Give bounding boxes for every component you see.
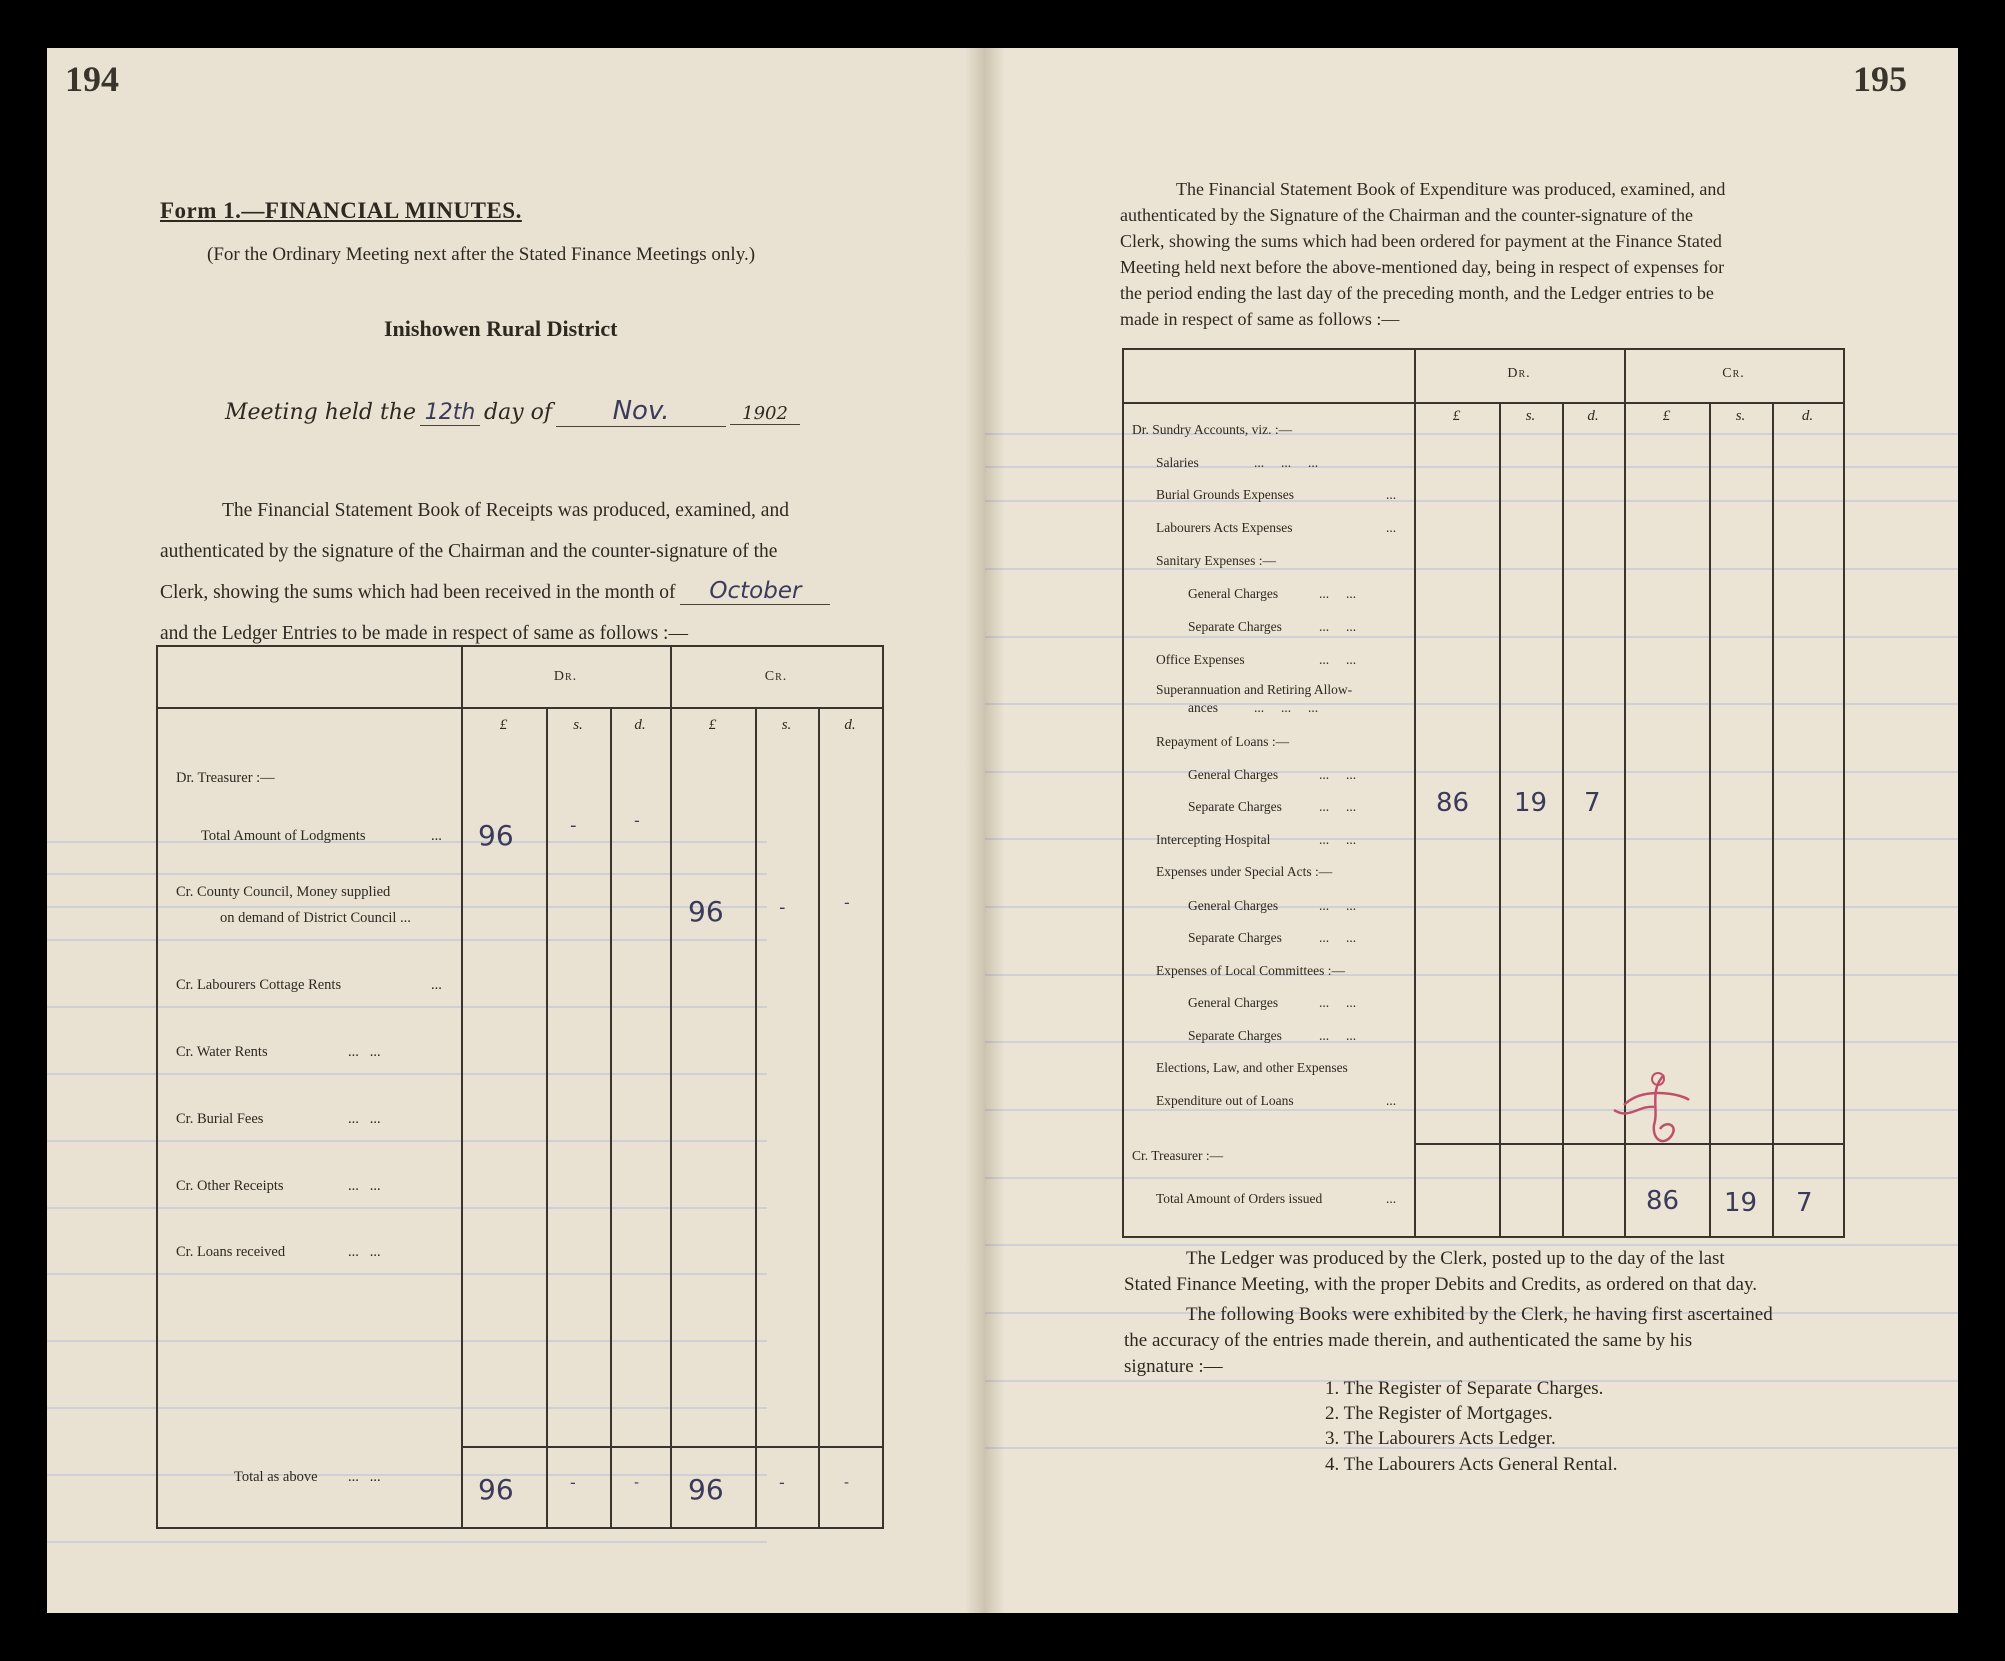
row-label: Intercepting Hospital xyxy=(1156,832,1271,847)
total-cr-pence: - xyxy=(844,1475,850,1491)
row-label: Separate Charges xyxy=(1188,619,1282,634)
right-page xyxy=(985,48,1958,1613)
row-dots: ... ... xyxy=(348,1178,381,1194)
row-label: Separate Charges xyxy=(1188,930,1282,945)
expenditure-table xyxy=(1122,348,1845,1238)
currency-pence: d. xyxy=(844,717,856,733)
intro-line: The Financial Statement Book of Receipts was produced, examined, and xyxy=(222,500,789,521)
currency-pounds: £ xyxy=(499,717,508,733)
dr-shillings-value: 19 xyxy=(1514,788,1548,818)
row-dots: ... ... xyxy=(1319,898,1357,913)
row-label: on demand of District Council ... xyxy=(220,910,411,926)
cr-pounds-value: 86 xyxy=(1646,1186,1680,1216)
row-dots: ... xyxy=(431,828,442,844)
row-dots: ... ... xyxy=(348,1044,381,1060)
ledger-line: Stated Finance Meeting, with the proper Debits and Credits, as ordered on that day. xyxy=(1124,1274,1757,1295)
subtitle: (For the Ordinary Meeting next after the Stated Finance Meetings only.) xyxy=(207,244,756,265)
row-label: General Charges xyxy=(1188,767,1279,782)
intro-line: made in respect of same as follows :— xyxy=(1120,309,1400,329)
row-dots: ... xyxy=(431,977,442,993)
book-list-item: 1. The Register of Separate Charges. xyxy=(1325,1378,1604,1399)
row-dots: ... ... xyxy=(348,1244,381,1260)
total-dr-shillings: - xyxy=(570,1473,576,1492)
dr-header: Dr. xyxy=(553,669,578,684)
intro-line: the period ending the last day of the preceding month, and the Ledger entries to be xyxy=(1120,283,1714,303)
form-title: Form 1.—FINANCIAL MINUTES. xyxy=(160,198,522,223)
meeting-year: 1902 xyxy=(730,403,800,425)
row-label: General Charges xyxy=(1188,898,1279,913)
row-label: Separate Charges xyxy=(1188,1028,1282,1043)
row-dots: ... ... xyxy=(1319,652,1357,667)
intro-line: authenticated by the signature of the Chairman and the counter-signature of the xyxy=(160,541,778,562)
row-label: Cr. Burial Fees xyxy=(176,1111,264,1127)
district-name: Inishowen Rural District xyxy=(384,316,618,341)
cr-pounds-value: 96 xyxy=(688,895,724,928)
currency-pounds: £ xyxy=(708,717,717,733)
row-dots: ... ... xyxy=(1319,930,1357,945)
books-line: signature :— xyxy=(1124,1356,1223,1377)
row-label: General Charges xyxy=(1188,586,1279,601)
intro-month: October xyxy=(680,578,830,605)
cr-shillings-value: - xyxy=(779,897,786,918)
row-label: Dr. Treasurer :— xyxy=(176,770,275,786)
intro-line: and the Ledger Entries to be made in respect of same as follows :— xyxy=(160,623,688,644)
row-dots: ... xyxy=(1386,520,1397,535)
dr-pence-value: - xyxy=(634,811,640,830)
row-label: Total Amount of Orders issued xyxy=(1156,1191,1323,1206)
currency-pence: d. xyxy=(634,717,646,733)
expenditure-intro xyxy=(1120,176,1840,332)
row-label: Total Amount of Lodgments xyxy=(201,828,366,844)
row-dots: ... xyxy=(1386,1191,1397,1206)
currency-pence: d. xyxy=(1587,408,1599,424)
cr-pence-value: 7 xyxy=(1796,1188,1813,1218)
total-dots: ... ... xyxy=(348,1469,381,1485)
dr-pounds-value: 86 xyxy=(1436,788,1470,818)
book-list-item: 4. The Labourers Acts General Rental. xyxy=(1325,1454,1618,1475)
currency-pounds: £ xyxy=(1662,408,1671,424)
row-label: Sanitary Expenses :— xyxy=(1156,553,1276,568)
row-label: Superannuation and Retiring Allow- xyxy=(1156,682,1353,697)
cr-shillings-value: 19 xyxy=(1724,1188,1758,1218)
row-label: Separate Charges xyxy=(1188,799,1282,814)
row-label: Dr. Sundry Accounts, viz. :— xyxy=(1132,422,1293,437)
book-list-item: 3. The Labourers Acts Ledger. xyxy=(1325,1428,1556,1449)
page-number: 195 xyxy=(1853,59,1907,99)
row-label: Salaries xyxy=(1156,455,1199,470)
row-label: Cr. Treasurer :— xyxy=(1132,1148,1224,1163)
total-dr-pounds: 96 xyxy=(478,1473,514,1506)
intro-line: authenticated by the Signature of the Chairman and the counter-signature of the xyxy=(1120,205,1693,225)
row-dots: ... ... xyxy=(1319,619,1357,634)
row-dots: ... xyxy=(1386,487,1397,502)
currency-pence: d. xyxy=(1801,408,1814,424)
row-label: Labourers Acts Expenses xyxy=(1156,520,1293,535)
row-dots: ... xyxy=(1386,1093,1397,1108)
row-label: Burial Grounds Expenses xyxy=(1156,487,1294,502)
books-line: The following Books were exhibited by the Clerk, he having first ascertained xyxy=(1186,1304,1773,1325)
books-line: the accuracy of the entries made therein, and authenticated the same by his xyxy=(1124,1330,1693,1351)
red-initials-mark xyxy=(1594,1065,1714,1155)
row-label: Cr. Water Rents xyxy=(176,1044,268,1060)
row-label: Expenses of Local Committees :— xyxy=(1156,963,1345,978)
row-label: Expenses under Special Acts :— xyxy=(1156,864,1333,879)
dr-pounds-value: 96 xyxy=(478,819,514,852)
currency-shillings: s. xyxy=(573,717,583,733)
ledger-line: The Ledger was produced by the Clerk, posted up to the day of the last xyxy=(1186,1248,1725,1269)
dr-header: Dr. xyxy=(1507,366,1531,381)
books-paragraph xyxy=(1124,1302,1849,1380)
row-label: Expenditure out of Loans xyxy=(1156,1093,1294,1108)
total-label: Total as above xyxy=(234,1469,318,1485)
row-label: ances xyxy=(1188,700,1218,715)
cr-header: Cr. xyxy=(1722,366,1745,381)
intro-line: Clerk, showing the sums which had been received in the month of October xyxy=(160,572,940,613)
cr-pence-value: - xyxy=(844,893,850,912)
row-dots: ... ... ... xyxy=(1254,700,1319,715)
row-label: Cr. Other Receipts xyxy=(176,1178,284,1194)
row-dots: ... ... xyxy=(1319,767,1357,782)
row-dots: ... ... ... xyxy=(1254,455,1319,470)
meeting-day: 12th xyxy=(420,400,480,426)
book-list-item: 2. The Register of Mortgages. xyxy=(1325,1403,1553,1424)
meeting-prefix: Meeting held the xyxy=(225,400,417,425)
row-label: Cr. Loans received xyxy=(176,1244,286,1260)
currency-shillings: s. xyxy=(1525,408,1536,424)
intro-line: The Financial Statement Book of Expenditure was produced, examined, and xyxy=(1176,179,1726,199)
row-dots: ... ... xyxy=(1319,832,1357,847)
total-cr-shillings: - xyxy=(779,1473,785,1492)
row-dots: ... ... xyxy=(1319,586,1357,601)
row-label: Repayment of Loans :— xyxy=(1156,734,1290,749)
cr-header: Cr. xyxy=(764,669,788,684)
intro-line: Clerk, showing the sums which had been ordered for payment at the Finance Stated xyxy=(1120,231,1722,251)
total-cr-pounds: 96 xyxy=(688,1473,724,1506)
row-label: Cr. Labourers Cottage Rents xyxy=(176,977,342,993)
row-dots: ... ... xyxy=(348,1111,381,1127)
total-dr-pence: - xyxy=(634,1475,640,1491)
intro-paragraph xyxy=(160,490,940,654)
row-label: Cr. County Council, Money supplied xyxy=(176,884,391,900)
intro-line: Meeting held next before the above-mentioned day, being in respect of expenses for xyxy=(1120,257,1725,277)
receipts-table xyxy=(156,645,884,1529)
row-label: Office Expenses xyxy=(1156,652,1245,667)
page-number: 194 xyxy=(65,59,119,99)
currency-pounds: £ xyxy=(1452,408,1461,424)
currency-shillings: s. xyxy=(1735,408,1746,424)
meeting-month: Nov. xyxy=(556,396,726,427)
dr-shillings-value: - xyxy=(570,815,577,836)
currency-shillings: s. xyxy=(781,717,792,733)
meeting-mid: day of xyxy=(484,400,553,425)
meeting-line xyxy=(225,396,800,427)
left-page xyxy=(47,48,985,1613)
row-label: Elections, Law, and other Expenses xyxy=(1156,1060,1348,1075)
book-spine xyxy=(965,48,1005,1613)
dr-pence-value: 7 xyxy=(1584,788,1601,818)
row-dots: ... ... xyxy=(1319,1028,1357,1043)
ledger-paragraph xyxy=(1124,1246,1844,1298)
row-dots: ... ... xyxy=(1319,995,1357,1010)
row-label: General Charges xyxy=(1188,995,1279,1010)
row-dots: ... ... xyxy=(1319,799,1357,814)
